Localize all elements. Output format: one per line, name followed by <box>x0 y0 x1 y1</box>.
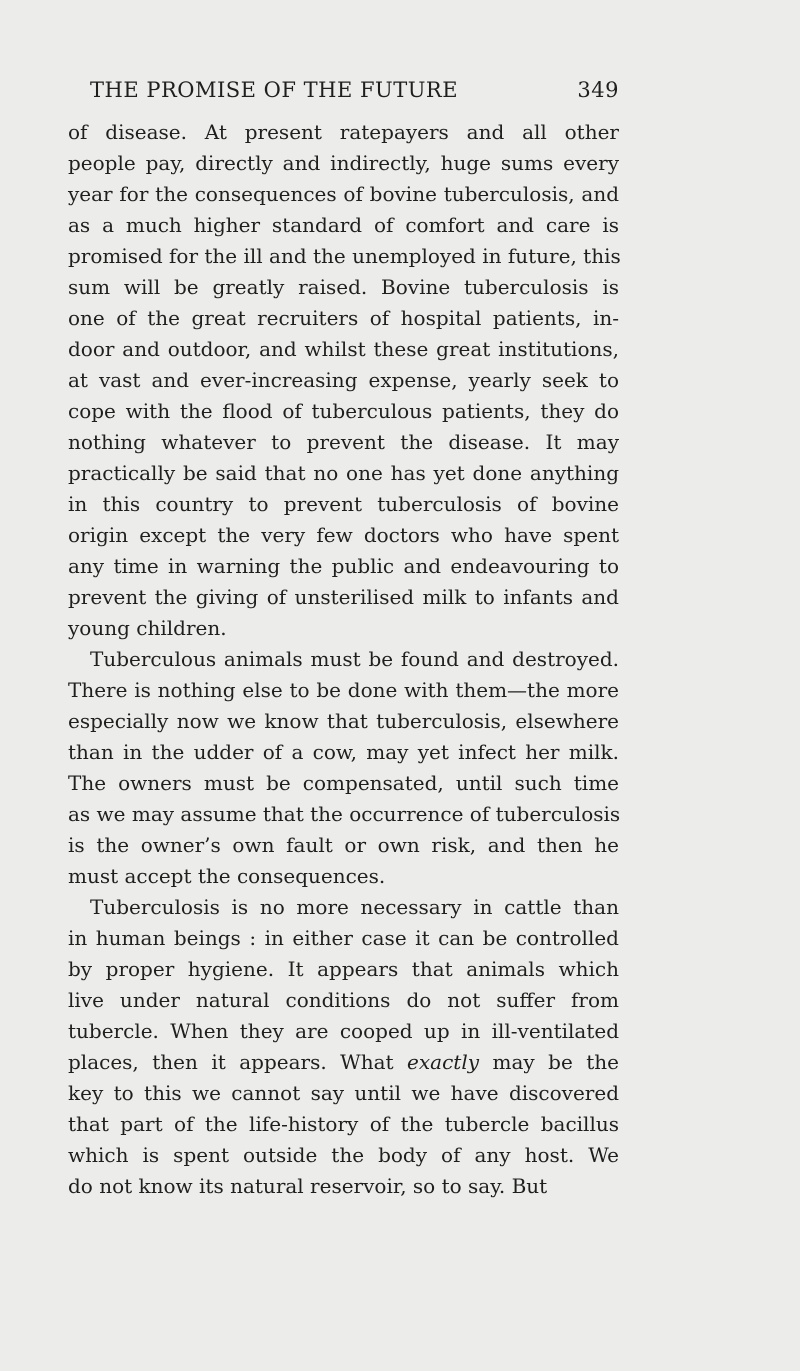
text-line: promised for the ill and the unemployed in future, this <box>68 244 621 268</box>
running-title: THE PROMISE OF THE FUTURE <box>90 78 459 102</box>
text-line: which is spent outside the body of any host. We <box>68 1143 619 1167</box>
body-text <box>68 117 619 1202</box>
text-line: is the owner’s own fault or own risk, and then he <box>68 833 619 857</box>
text-line: door and outdoor, and whilst these great institutions, <box>68 337 619 361</box>
text-line: one of the great recruiters of hospital patients, in- <box>68 306 619 330</box>
text-line: year for the consequences of bovine tuberculosis, and <box>68 182 619 206</box>
text-line: in this country to prevent tuberculosis of bovine <box>68 492 619 516</box>
text-line: origin except the very few doctors who have spent <box>68 523 619 547</box>
text-line: at vast and ever-increasing expense, yearly seek to <box>68 368 619 392</box>
text-line: any time in warning the public and endeavouring to <box>68 554 619 578</box>
text-line: than in the udder of a cow, may yet infect her milk. <box>68 740 619 764</box>
page-number: 349 <box>577 78 619 102</box>
text-line: Tuberculosis is no more necessary in cattle than <box>90 895 619 919</box>
italic-emphasis: exactly <box>407 1050 480 1074</box>
text-line: places, then it appears. What exactly may be the <box>68 1050 619 1074</box>
text-line: prevent the giving of unsterilised milk to infants and <box>68 585 619 609</box>
text-line: as we may assume that the occurrence of tuberculosis <box>68 802 621 826</box>
text-line: do not know its natural reservoir, so to say. But <box>68 1174 548 1198</box>
text-line: The owners must be compensated, until such time <box>68 771 619 795</box>
text-line: of disease. At present ratepayers and all other <box>68 120 619 144</box>
text-line: as a much higher standard of comfort and care is <box>68 213 619 237</box>
text-line: practically be said that no one has yet done anything <box>68 461 619 485</box>
paragraph <box>68 644 619 892</box>
text-line: Tuberculous animals must be found and destroyed. <box>90 647 619 671</box>
text-line: that part of the life-history of the tubercle bacillus <box>68 1112 619 1136</box>
text-line: sum will be greatly raised. Bovine tuberculosis is <box>68 275 619 299</box>
paragraph <box>68 117 619 644</box>
text-line: nothing whatever to prevent the disease. It may <box>68 430 619 454</box>
text-line: key to this we cannot say until we have discovered <box>68 1081 619 1105</box>
text-line: tubercle. When they are cooped up in ill-ventilated <box>68 1019 619 1043</box>
text-line: There is nothing else to be done with them—the more <box>68 678 619 702</box>
text-line: must accept the consequences. <box>68 864 386 888</box>
text-line: by proper hygiene. It appears that animals which <box>68 957 619 981</box>
text-line: cope with the flood of tuberculous patients, they do <box>68 399 619 423</box>
text-line: people pay, directly and indirectly, huge sums every <box>68 151 619 175</box>
paragraph <box>68 892 619 1202</box>
running-head <box>68 75 619 105</box>
text-line: especially now we know that tuberculosis, elsewhere <box>68 709 619 733</box>
text-line: live under natural conditions do not suffer from <box>68 988 619 1012</box>
text-line: in human beings : in either case it can be controlled <box>68 926 619 950</box>
text-line: young children. <box>68 616 227 640</box>
